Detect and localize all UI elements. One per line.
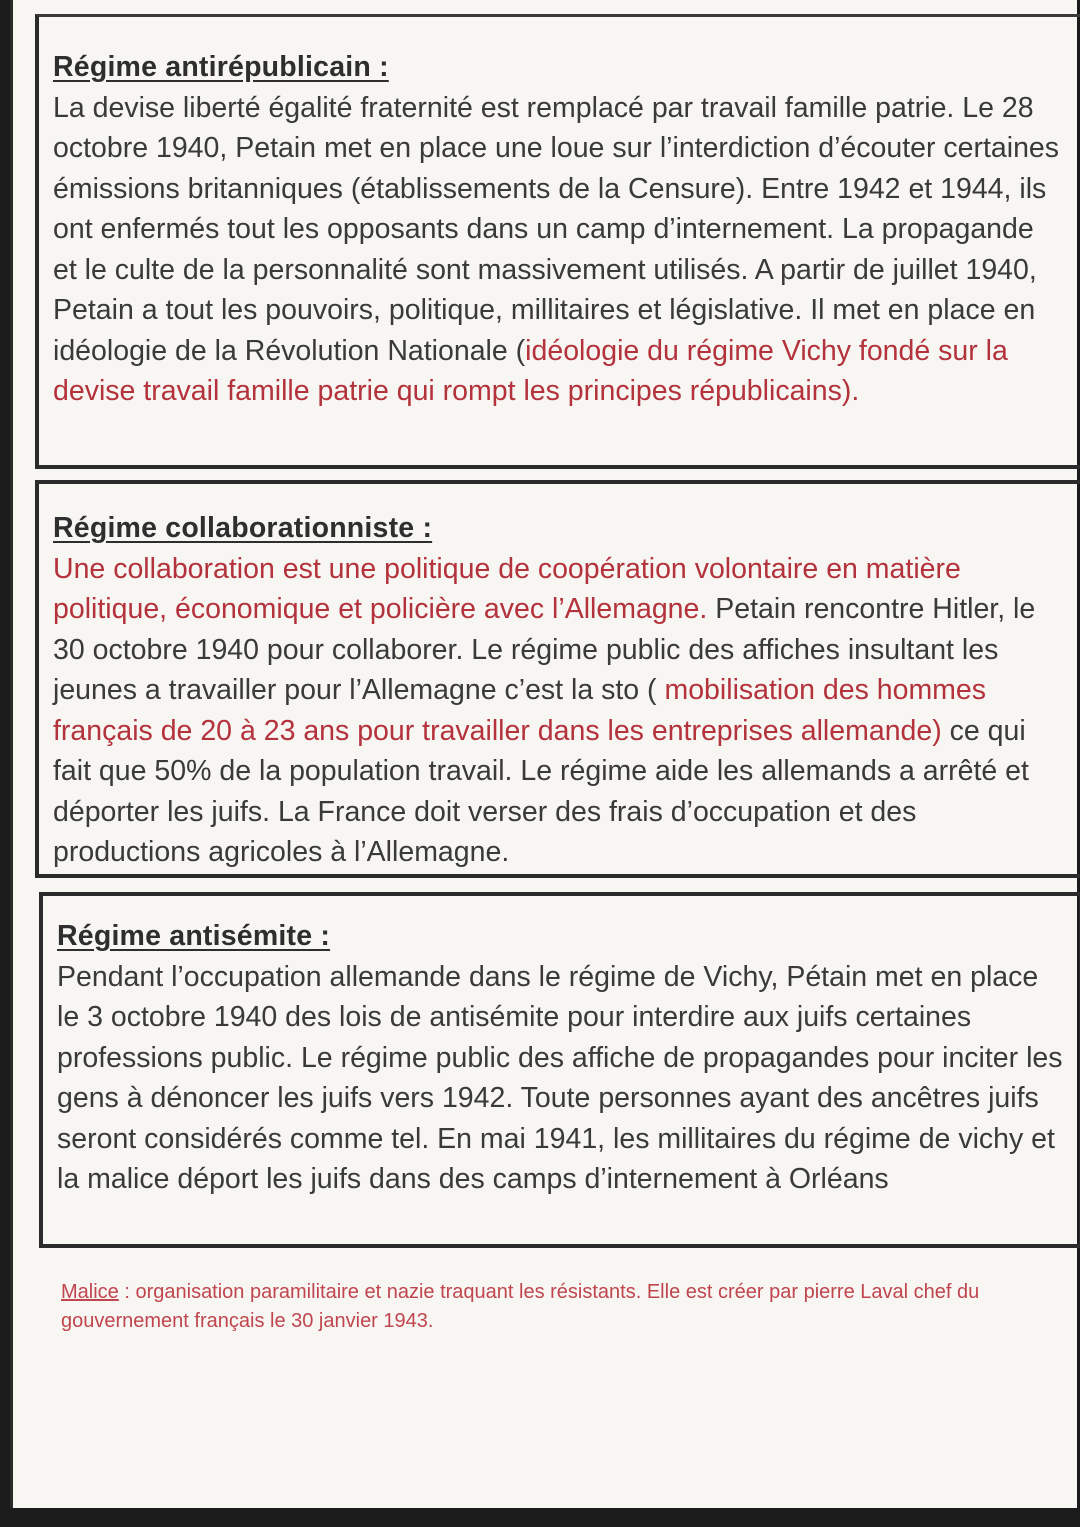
- section-body: Pendant l’occupation allemande dans le régime de Vichy, Pétain met en place le 3 octobre 1940 des lois de antisémite pour interdire aux juifs certaines professions public. Le régime public des affiche de propagandes pour inciter les gens à dénoncer les juifs vers 1942. Toute personnes ayant des ancêtres juifs seront considérés comme tel. En mai 1941, les millitaires du régime de vichy et la malice déport les juifs dans des camps d’internement à Orléans: [57, 960, 1063, 1195]
- bottom-edge: [0, 1508, 1080, 1527]
- section-heading: Régime antisémite :: [57, 920, 331, 952]
- footnote: [61, 1278, 1051, 1336]
- paper-sheet: [10, 0, 1077, 1508]
- section-collaborationniste: [35, 480, 1080, 878]
- section-antisemite: [39, 892, 1080, 1248]
- body-text: Petain rencontre Hitler, le 30 octobre 1940 pour collaborer. Le régime public des affiches insultant les jeunes a travailler pour l’Allemagne c’est la sto (: [53, 593, 1036, 706]
- definition-highlight: Une collaboration est une politique de coopération volontaire en matière politique, économique et policière avec l’Allemagne.: [53, 552, 961, 625]
- body-text: La devise liberté égalité fraternité est remplacé par travail famille patrie. Le 28 octobre 1940, Petain met en place une loue sur l’interdiction d’écouter certaines émissions britanniques (établissements de la Censure). Entre 1942 et 1944, ils ont enfermés tout les opposants dans un camp d’internement. La propagande et le culte de la personnalité sont massivement utilisés. A partir de juillet 1940, Petain a tout les pouvoirs, politique, millitaires et législative. Il met en place en idéologie de la Révolution Nationale (: [53, 91, 1060, 367]
- footnote-definition: : organisation paramilitaire et nazie traquant les résistants. Elle est créer par pierre Laval chef du gouvernement français le 30 janvier 1943.: [61, 1281, 980, 1332]
- section-heading: Régime antirépublicain :: [53, 51, 389, 83]
- definition-highlight: mobilisation des hommes français de 20 à 23 ans pour travailler dans les entreprises allemande): [53, 674, 987, 747]
- definition-highlight: idéologie du régime Vichy fondé sur la devise travail famille patrie qui rompt les principes républicains).: [53, 334, 1008, 407]
- footnote-term: Malice: [61, 1281, 119, 1303]
- section-body: [53, 549, 1065, 873]
- section-body: [53, 88, 1065, 412]
- section-heading: Régime collaborationniste :: [53, 512, 433, 544]
- body-text: ce qui fait que 50% de la population travail. Le régime aide les allemands a arrêté et déporter les juifs. La France doit verser des frais d’occupation et des productions agricoles à l’Allemagne.: [53, 714, 1029, 868]
- section-antirepublicain: [35, 14, 1080, 469]
